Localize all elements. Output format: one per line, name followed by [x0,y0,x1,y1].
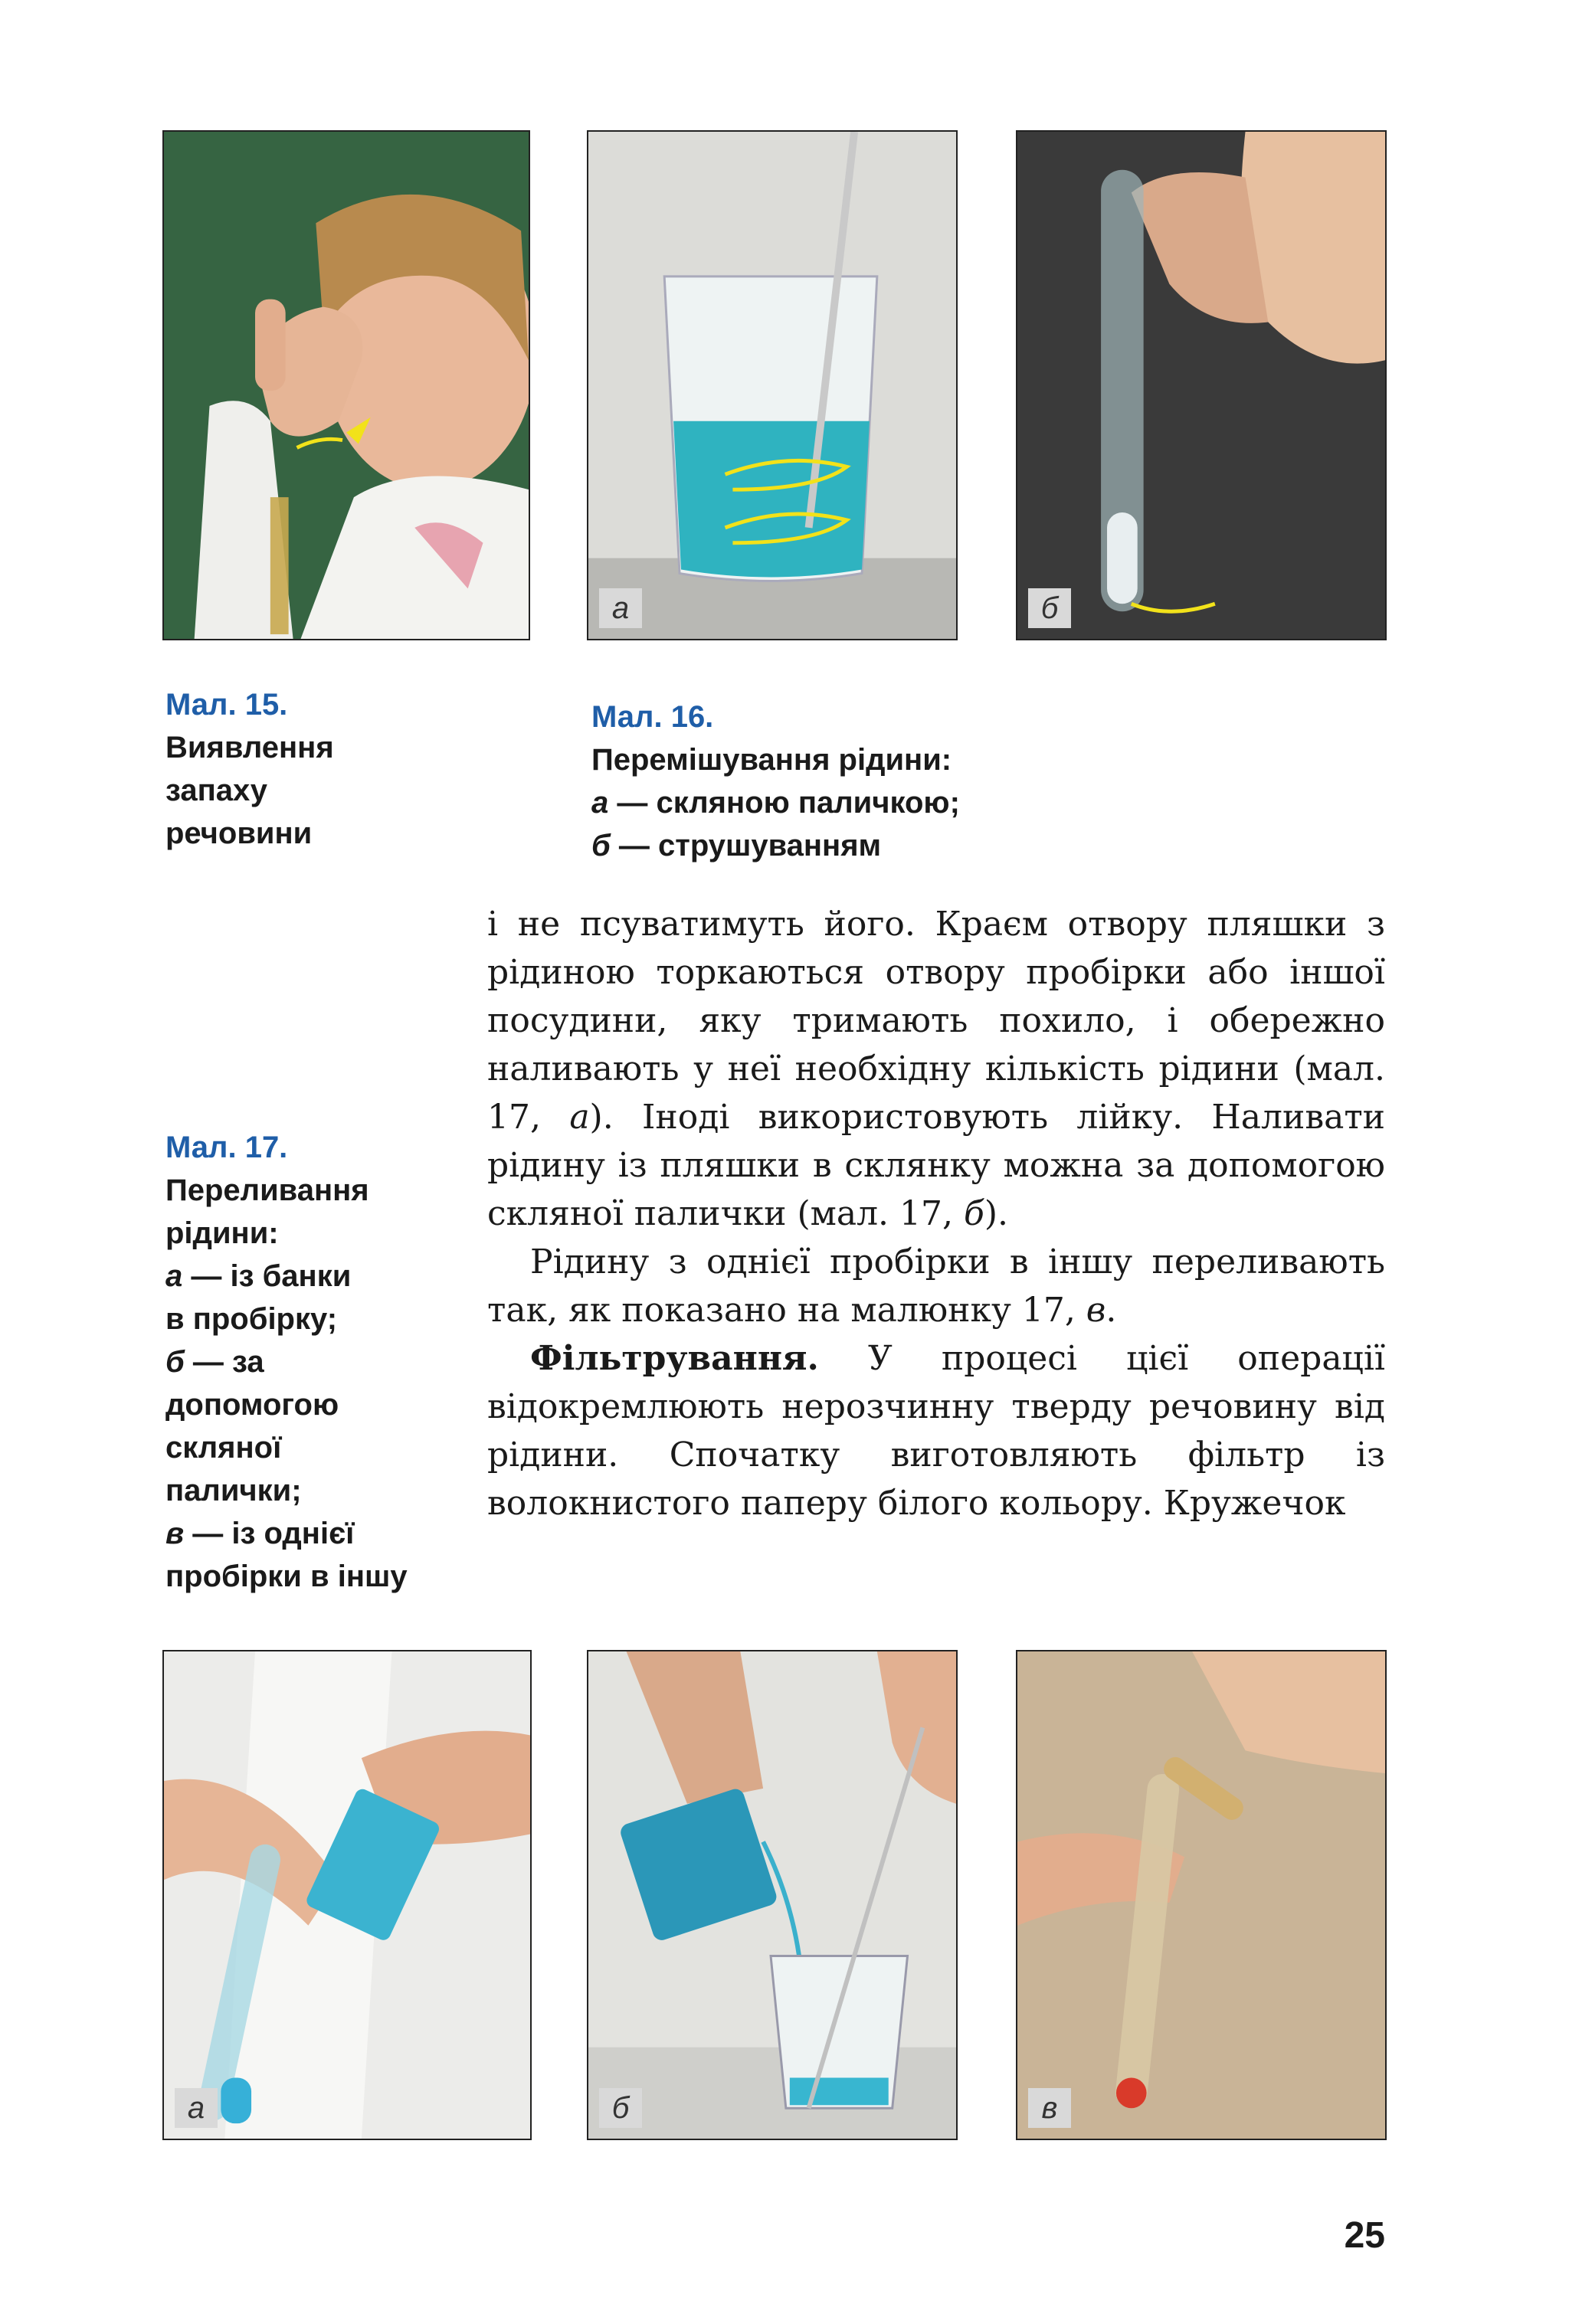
fig16-line-a [591,781,1128,824]
fig17-line-a [165,1255,457,1298]
fig17-c-mark: в [165,1517,185,1550]
fig17-line: рідини: [165,1216,279,1250]
p3-text: У процесі цієї операції відокремлюють нерозчинну тверду речовину від рідини. Спочатку виготовляють фільтр із волокнистого паперу білого кольору. Кружечок [487,1339,1385,1523]
fig17-line: допомогою [165,1388,339,1422]
fig17-a-mark: а [165,1259,183,1293]
p2-ref-c: в [1086,1291,1106,1330]
p2-text-2: . [1106,1291,1117,1330]
fig17c-photo-tube-to-tube [1016,1650,1387,2140]
p2-text: Рідину з однієї пробірки в іншу переливають так, як показано на малюнку 17, [487,1242,1385,1330]
p1-text-2: ). Іноді використовують лійку. Наливати рідину із пляшки в склянку можна за допомогою скляної палички (мал. 17, [487,1098,1385,1233]
fig16-caption [591,696,1128,867]
fig16-line-b [591,824,1128,867]
p1-text-3: ). [984,1194,1008,1233]
fig16-b-text: — струшуванням [610,829,882,862]
fig17c-tag: в [1028,2088,1071,2128]
fig15-line: Виявлення [165,731,334,764]
paragraph-3 [487,1334,1385,1527]
fig16a-tag: а [599,588,642,628]
fig17-line: пробірки в іншу [165,1560,408,1593]
fig16b-tag: б [1028,588,1071,628]
fig15-photo-smelling [162,130,530,640]
body-text [487,900,1385,1527]
fig17-line-b [165,1340,457,1383]
fig17-caption [165,1126,457,1598]
fig16-a-mark: а [591,786,609,820]
fig15-caption [165,683,441,855]
fig17a-photo-jar-to-tube [162,1650,532,2140]
fig17-line-c [165,1512,457,1555]
fig16-line: Перемішування рідини: [591,743,952,777]
fig17-b-text: — за [184,1345,264,1379]
fig16-title: Мал. 16. [591,700,714,734]
paragraph-2 [487,1238,1385,1334]
fig16-a-text: — скляною паличкою; [608,786,960,820]
fig17b-tag: б [599,2088,642,2128]
paragraph-1 [487,900,1385,1238]
p1-ref-a: а [569,1098,590,1137]
fig15-line: речовини [165,817,313,850]
p3-heading: Фільтрування. [530,1339,819,1378]
fig17-c-text: — із однієї [184,1517,355,1550]
fig17b-photo-glass-rod [587,1650,958,2140]
fig17-title: Мал. 17. [165,1131,288,1164]
fig17-a-text: — із банки [182,1259,352,1293]
fig17-b-mark: б [165,1345,185,1379]
fig17-line: скляної [165,1431,282,1465]
fig15-line: запаху [165,774,267,807]
fig17-line: Переливання [165,1173,369,1207]
fig17a-tag: а [175,2088,218,2128]
fig16-b-mark: б [591,829,611,862]
p1-ref-b: б [963,1194,984,1233]
fig15-title: Мал. 15. [165,688,288,722]
fig17-line: палички; [165,1474,302,1507]
fig16a-photo-stirring [587,130,958,640]
fig16b-photo-shaking [1016,130,1387,640]
p1-text: і не псуватимуть його. Краєм отвору пляшки з рідиною торкаються отвору пробірки або іншої посудини, яку тримають похило, і обережно наливають у неї необхідну кількість рідини (мал. 17, [487,905,1385,1137]
page-number: 25 [1344,2215,1385,2256]
fig17-line: в пробірку; [165,1302,338,1336]
